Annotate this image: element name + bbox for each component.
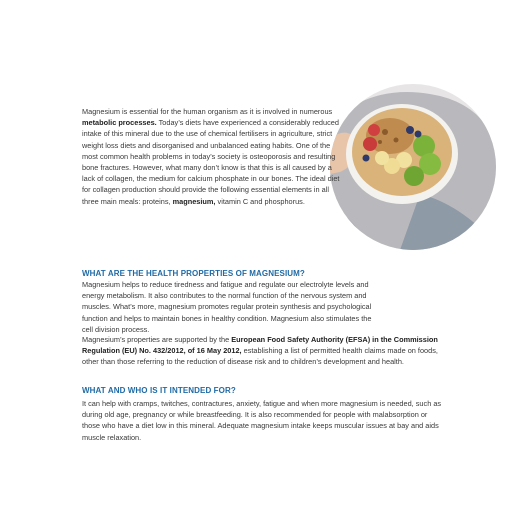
efsa-bold-regulation: European Food Safety Authority (EFSA) in the Commission Regulation (EU) No. 432/2012, of 16 May 2012, bbox=[82, 335, 438, 356]
intro-text-1: Magnesium is essential for the human organism as it is involved in numerous bbox=[82, 107, 333, 116]
intro-text-2: Today’s diets have experienced a considerably reduced intake of this mineral due to the use of chemical fertilisers in agriculture, strict weight loss diets and disorganised and unbalanced eating habits. One of the most common health problems in today’s society is osteoporosis and resulting bone fractures. However, what many don’t know is that this is all caused by a lack of collagen, the medium for calcium phosphate in our bones. The ideal diet for collagen production should provide the following essential elements in all three main meals: proteins, bbox=[82, 118, 340, 206]
intended-for-heading: WHAT AND WHO IS IT INTENDED FOR? bbox=[82, 386, 236, 395]
efsa-text-2: establishing a list of permitted health claims made on foods, other than those referring to the reduction of disease risk and to children’s development and health. bbox=[82, 346, 438, 367]
intended-for-paragraph: It can help with cramps, twitches, contractures, anxiety, fatigue and when more magnesium is needed, such as during old age, pregnancy or while breastfeeding. It is also recommended for people with malabsorption or those who have a diet low in this mineral. Adequate magnesium intake keeps muscular issues at bay and aids muscle relaxation. bbox=[82, 399, 442, 442]
efsa-paragraph bbox=[82, 334, 444, 368]
intro-bold-magnesium: magnesium, bbox=[172, 196, 216, 206]
fruit-bowl-photo bbox=[330, 84, 496, 250]
health-properties-paragraph: Magnesium helps to reduce tiredness and fatigue and regulate our electrolyte levels and energy metabolism. It also contributes to the normal function of the nervous system and muscles. What’s more, magnesium promotes regular protein synthesis and psychological function and helps to maintain bones in healthy condition. Magnesium also stimulates the cell division process. bbox=[82, 280, 372, 334]
intro-paragraph bbox=[82, 106, 344, 207]
intro-text-3: vitamin C and phosphorus. bbox=[215, 196, 305, 206]
intro-bold-metabolic: metabolic processes. bbox=[82, 118, 157, 128]
health-properties-heading: WHAT ARE THE HEALTH PROPERTIES OF MAGNESIUM? bbox=[82, 269, 305, 278]
efsa-text-1: Magnesium’s properties are supported by the bbox=[82, 335, 232, 344]
